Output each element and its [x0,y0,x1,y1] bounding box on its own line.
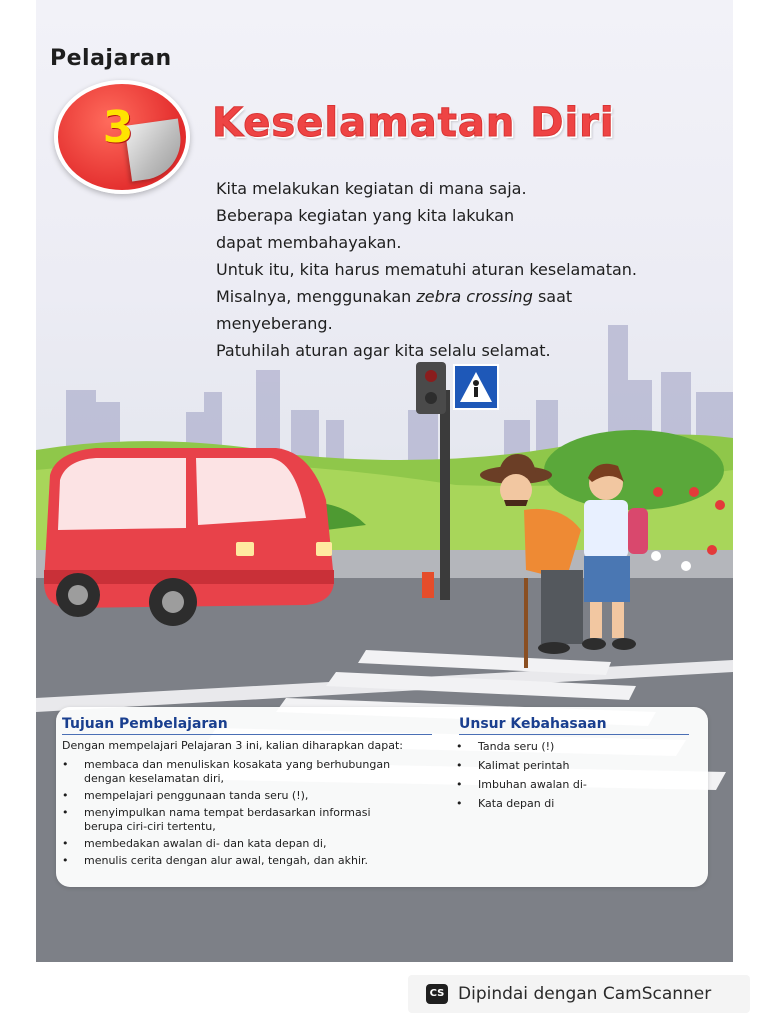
learning-goal-text: menyimpulkan nama tempat berdasarkan informasi berupa ciri-ciri tertentu, [84,806,371,833]
language-element-text: Kalimat perintah [478,759,570,772]
book-page [36,0,733,962]
language-element-text: Imbuhan awalan di- [478,778,587,791]
intro-text-segment: Misalnya, menggunakan [216,287,417,306]
camscanner-text: Dipindai dengan CamScanner [458,984,712,1004]
red-car-icon [44,448,334,626]
lesson-title: Keselamatan Diri [212,100,615,146]
bullet: • [456,778,463,791]
list-item [456,740,656,754]
list-item [62,854,392,868]
camscanner-watermark [408,975,750,1013]
bullet: • [62,854,69,867]
list-item [456,759,656,773]
language-elements-heading: Unsur Kebahasaan [459,716,607,732]
list-item [456,797,656,811]
bullet: • [456,797,463,810]
bullet: • [456,740,463,753]
camscanner-logo-icon: CS [426,984,448,1004]
learning-goal-text: menulis cerita dengan alur awal, tengah, dan akhir. [84,854,369,867]
bullet: • [62,806,69,819]
list-item [62,806,392,834]
list-item [62,758,392,786]
learning-goal-text: membedakan awalan di- dan kata depan di, [84,837,327,850]
language-element-text: Tanda seru (!) [478,740,555,753]
divider [62,734,432,735]
bullet: • [62,837,69,850]
intro-line: Kita melakukan kegiatan di mana saja. [216,179,527,198]
learning-goals-intro: Dengan mempelajari Pelajaran 3 ini, kalian diharapkan dapat: [62,739,404,752]
lesson-number: 3 [102,102,134,153]
language-elements-list [456,740,656,816]
learning-goal-text: membaca dan menuliskan kosakata yang berhubungan dengan keselamatan diri, [84,758,391,785]
intro-text-segment: saat [532,287,573,306]
list-item [62,837,392,851]
intro-line: Beberapa kegiatan yang kita lakukan [216,206,515,225]
language-element-text: Kata depan di [478,797,555,810]
list-item [456,778,656,792]
bullet: • [456,759,463,772]
intro-line: Patuhilah aturan agar kita selalu selamat. [216,341,551,360]
list-item [62,789,392,803]
intro-italic-term: zebra crossing [416,287,533,306]
divider [459,734,689,735]
learning-goals-heading: Tujuan Pembelajaran [62,716,228,732]
bullet: • [62,789,69,802]
intro-line: menyeberang. [216,314,333,333]
learning-goals-list [62,758,392,871]
bullet: • [62,758,69,771]
pedestrian-crossing-sign-icon [454,365,498,409]
intro-line: dapat membahayakan. [216,233,402,252]
lesson-kicker: Pelajaran [50,46,172,71]
intro-line [216,283,686,310]
learning-goal-text: mempelajari penggunaan tanda seru (!), [84,789,309,802]
intro-line: Untuk itu, kita harus mematuhi aturan keselamatan. [216,260,638,279]
